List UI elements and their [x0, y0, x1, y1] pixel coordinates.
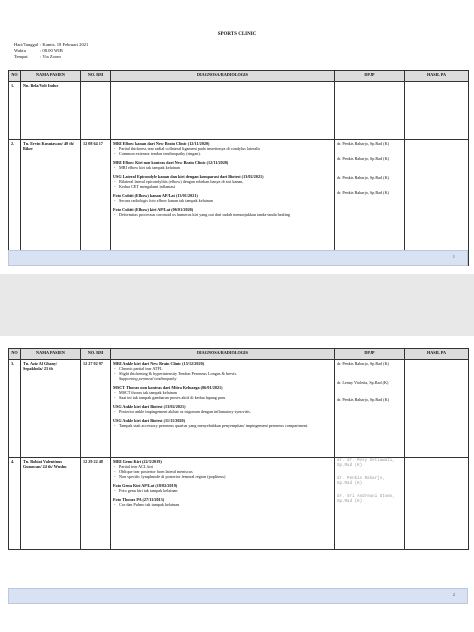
table-row	[9, 458, 469, 550]
row-no: 3.	[9, 360, 21, 458]
table-cell	[405, 360, 469, 458]
medical-record-number: 12 08 64 17	[81, 140, 111, 266]
exam-entry	[113, 483, 332, 493]
col-result: HASIL PA	[405, 349, 469, 360]
text-line: - MRI elbow kiri tak tampak kelainan	[113, 165, 332, 170]
text-line: dr. Penkis Raharjo, Sp.Rad (K)	[337, 361, 389, 366]
text-line: Foto Genu Kiri AP/Lat (18/02/2019)	[113, 483, 178, 488]
col-dpjp: DPJP	[335, 349, 405, 360]
text-line: - Chronic partial tear ATFL	[113, 366, 332, 371]
text-line: Waktu	[14, 48, 26, 53]
patient-table-1	[8, 70, 469, 266]
text-line: MSCT Thorax non kontras dari Mitra Keluarga (06/01/2021)	[113, 385, 223, 390]
text-line: - Kedua CET mengalami inflamasi	[113, 184, 332, 189]
col-no: NO	[9, 349, 21, 360]
document-page-1	[0, 0, 474, 274]
text-line: dr. Sri Andreani Utomo, Sp.Rad (K)	[337, 495, 395, 504]
text-line: MRI Ankle kiri dari New Brain Clinic (15/12/2020)	[113, 361, 205, 366]
text-line: Foto Cubiti (Elbow) kanan AP/Lat (13/01/2021)	[113, 193, 198, 198]
exam-entry	[113, 385, 332, 400]
text-line: dr. Lenny Violetta, Sp.Rad (K)	[337, 380, 389, 385]
meeting-meta	[14, 42, 88, 60]
table-cell	[81, 82, 111, 140]
document-page-2	[0, 336, 474, 632]
exam-entry	[113, 404, 332, 414]
text-line: Foto Cubiti (Elbow) kiri AP/Lat (06/01/2020)	[113, 207, 194, 212]
col-rm: NO. RM	[81, 349, 111, 360]
text-line: - Saat ini tak tampak gambaran proses aktif di kedua lapang paru	[113, 395, 332, 400]
text-line: : 08.00 WIB	[40, 48, 63, 53]
exam-entry	[113, 459, 332, 479]
table-header	[9, 349, 469, 360]
text-line: Tempat	[14, 54, 28, 59]
table-header	[9, 71, 469, 82]
page-title: SPORTS CLINIC	[217, 32, 257, 37]
col-diagnosis: DIAGNOSA/RADIOLOGIS	[111, 349, 335, 360]
text-line: - Non specific lymphnode di posterior femoral region (popliteus)	[113, 474, 332, 479]
text-line: - Posterior ankle impingement akibat os trigonum dengan inflamatory synovitis.	[113, 409, 332, 414]
row-no: 2.	[9, 140, 21, 266]
patient-name: Tn. Bobiat Valentinus Gunawan/ 24 th/ Wushu	[21, 458, 81, 550]
col-name: NAMA PASIEN	[21, 71, 81, 82]
dpjp-cell	[335, 360, 405, 458]
table-cell	[111, 82, 335, 140]
text-line: MRI Genu Kiri (22/3/2019)	[113, 459, 162, 464]
dpjp-cell	[335, 458, 405, 550]
table-row	[9, 82, 469, 140]
page-number: 2	[452, 592, 455, 597]
text-line: dr. Penkis Raharjo, Sp.Rad (K)	[337, 156, 389, 161]
patient-name: Tn. Aziz Al Ghany/ Sepakbola/ 23 th	[21, 360, 81, 458]
exam-entry	[113, 193, 332, 203]
text-line: USG Ankle kiri dari Biotest (13/02/2021)	[113, 404, 186, 409]
text-line: - Deformitas processus coronoid os humerus kiri yang out dari sudah menunjukkan tanda-tanda healing	[113, 212, 332, 217]
text-line: Foto Thorax PA (27/11/2013)	[113, 497, 165, 502]
text-line: dr. Penkis Raharjo, Sp.Rad (K)	[337, 397, 389, 402]
text-line: dr. Penkis Raharjo, Sp.Rad (K)	[337, 175, 389, 180]
page-footer	[8, 588, 468, 604]
text-line: - Cor dan Pulmo tak tampak kelainan	[113, 502, 332, 507]
exam-entry	[113, 160, 332, 170]
row-no: 1.	[9, 82, 21, 140]
exam-entry	[113, 207, 332, 217]
table-cell	[405, 458, 469, 550]
table-row	[9, 360, 469, 458]
text-line: - Bilateral lateral epicondylitis (elbow) dengan robekan hanya di sisi kanan,	[113, 179, 332, 184]
text-line: - Partial thickness tear radial collateral ligament pada insertionya di condylus lateralis	[113, 146, 332, 151]
page-number: 1	[452, 254, 455, 259]
patient-name: Tn. Ervin Kusniawan/ 40 th/ Biker	[21, 140, 81, 266]
dpjp-cell	[335, 140, 405, 266]
text-line: dr. Penkis Raharjo, Sp.Rad (K)	[337, 141, 389, 146]
col-result: HASIL PA	[405, 71, 469, 82]
text-line: - Common extensor tendon tendinopathy (ringan).	[113, 151, 332, 156]
text-line: USG Lateral Epicondyle kanan dan kiri dengan komparasi dari Biotest (13/02/2021)	[113, 174, 264, 179]
page-footer	[8, 250, 468, 266]
text-line: Supporting peroneal tendinopathy	[119, 376, 177, 381]
text-line: - Secara radiologis foto elbow kanan tak tampak kelainan	[113, 198, 332, 203]
text-line: dr. dr. Rosy Setiawati, Sp.Rad (K)	[337, 459, 395, 468]
text-line: - Slight thickening & hyperintensity Tendon Peroneus Longus & brevis.	[113, 371, 332, 376]
text-line: MRI Elbow kanan dari New Brain Clinic (12/11/2020)	[113, 141, 210, 146]
col-diagnosis: DIAGNOSA/RADIOLOGIS	[111, 71, 335, 82]
table-cell	[405, 140, 469, 266]
text-line: Hari/Tanggal	[14, 42, 39, 47]
text-line: - Tampak statt accessory peroneus quartus yang menyebabkan penyempitan/ impingement peroneus compartment.	[113, 423, 332, 428]
exam-entry	[113, 418, 332, 428]
text-line: dr. Penkis Raharjo, Sp.Rad (K)	[337, 477, 385, 486]
patient-name: Nn. Bela/Volt Indur	[21, 82, 81, 140]
exam-entry	[113, 174, 332, 189]
text-line: MRI Elbow Kiri non kontras dari New Brain Clinic (12/11/2020)	[113, 160, 229, 165]
meta-row	[14, 54, 88, 60]
diagnosis-cell	[111, 140, 335, 266]
medical-record-number: 12 27 02 97	[81, 360, 111, 458]
text-line: - Partial tear ACL kiri	[113, 464, 332, 469]
col-dpjp: DPJP	[335, 71, 405, 82]
row-no: 4.	[9, 458, 21, 550]
table-row	[9, 140, 469, 266]
exam-entry	[113, 361, 332, 381]
diagnosis-cell	[111, 458, 335, 550]
text-line: USG Ankle kiri dari Biotest (11/11/2020)	[113, 418, 186, 423]
col-name: NAMA PASIEN	[21, 349, 81, 360]
text-line: - Oblique tear posterior horn lateral meniscus	[113, 469, 332, 474]
text-line: dr. Penkis Raharjo, Sp.Rad (K)	[337, 190, 389, 195]
patient-table-2	[8, 348, 469, 550]
table-cell	[405, 82, 469, 140]
exam-entry	[113, 497, 332, 507]
table-cell	[335, 82, 405, 140]
text-line: - MSCT thorax tak tampak kelainan	[113, 390, 332, 395]
diagnosis-cell	[111, 360, 335, 458]
col-rm: NO. RM	[81, 71, 111, 82]
text-line: - Foto genu kiri tak tampak kelainan	[113, 488, 332, 493]
text-line: : Via Zoom	[40, 54, 61, 59]
text-line: : Kamis, 18 Februari 2021	[40, 42, 89, 47]
exam-entry	[113, 141, 332, 156]
col-no: NO	[9, 71, 21, 82]
medical-record-number: 12 29 22 48	[81, 458, 111, 550]
